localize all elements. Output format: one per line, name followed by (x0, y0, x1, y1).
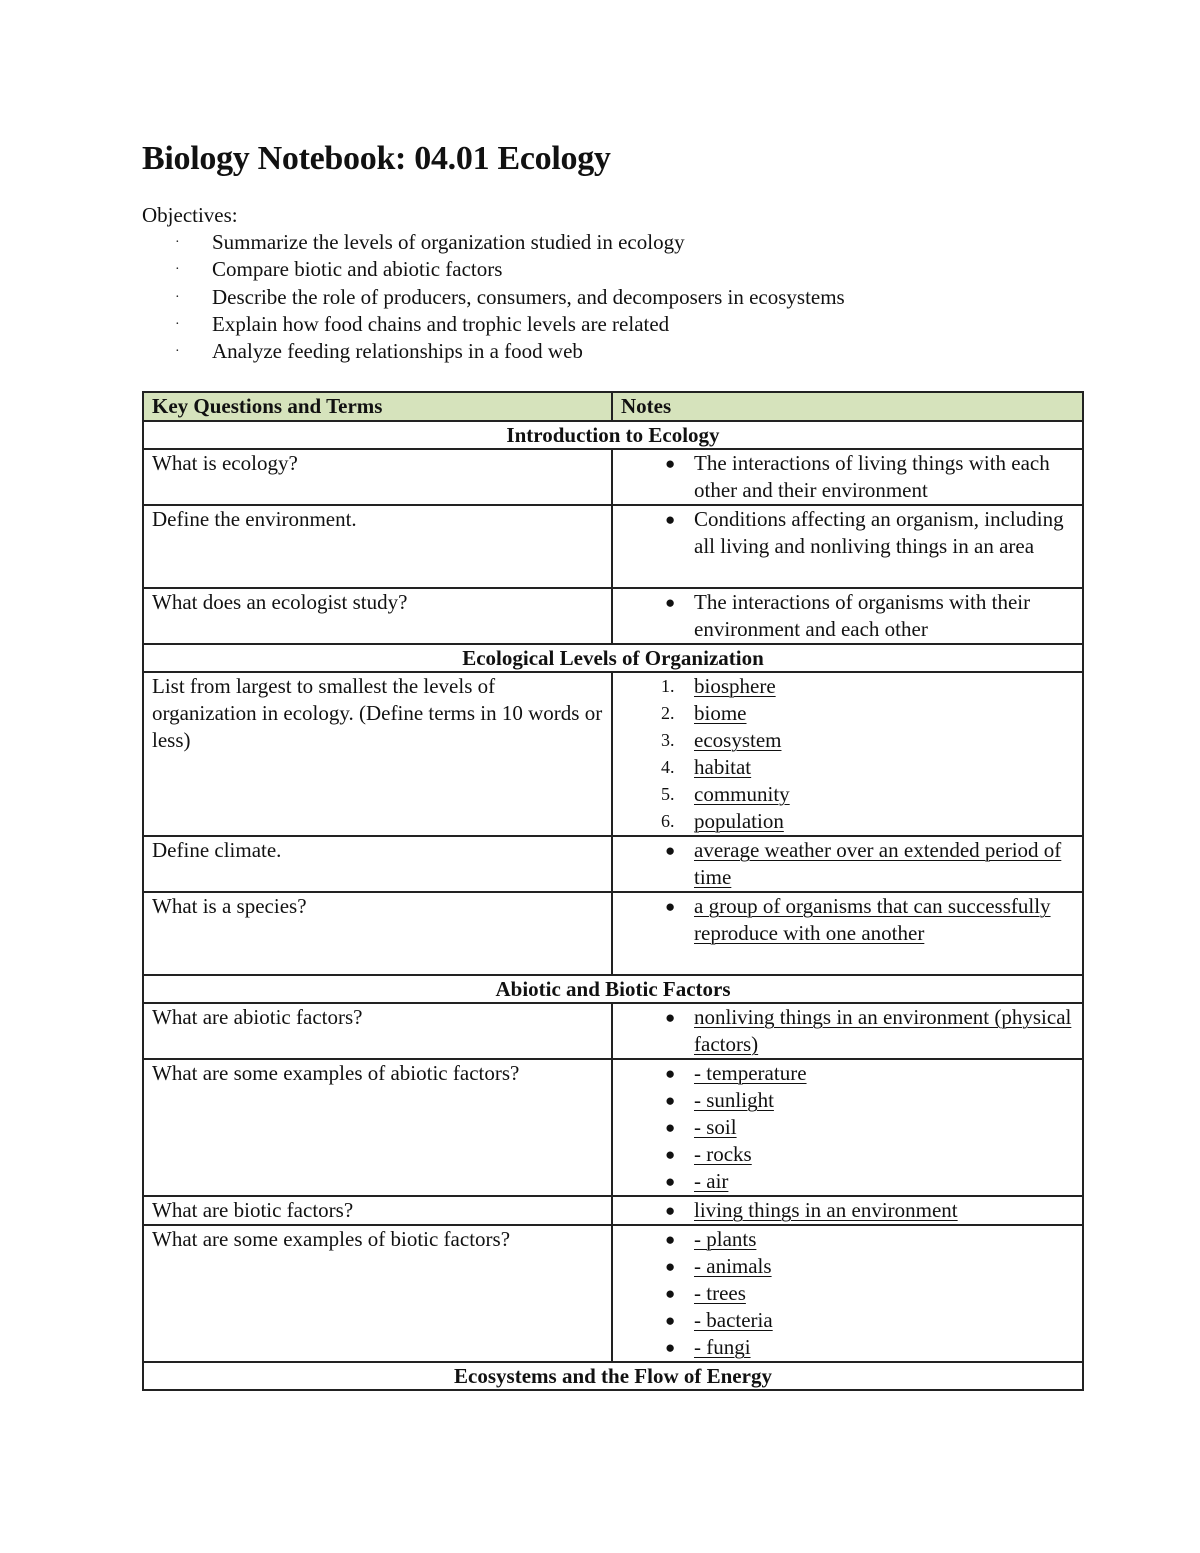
list-item: 1. biosphere (661, 674, 776, 698)
objective-item: · Compare biotic and abiotic factors (142, 256, 845, 283)
question-cell: Define the environment. (143, 505, 612, 588)
bullet-icon: · (175, 235, 180, 250)
bullet-icon: ● (665, 1118, 676, 1137)
bullet-icon: · (175, 262, 180, 278)
bullet-icon: ● (665, 1008, 676, 1027)
list-item: ● - air (665, 1169, 729, 1193)
list-item: ● - rocks (665, 1142, 752, 1166)
answer-cell (612, 892, 1083, 975)
section-title: Ecosystems and the Flow of Energy (143, 1362, 1083, 1390)
bullet-icon: ● (665, 1064, 676, 1083)
question-cell: What does an ecologist study? (143, 588, 612, 644)
list-item: ● - bacteria (665, 1308, 773, 1332)
question-cell: List from largest to smallest the levels of organization in ecology. (Define terms in 10 words or less) (143, 672, 612, 836)
objective-item: · Describe the role of producers, consumers, and decomposers in ecosystems (142, 284, 845, 311)
section-levels (143, 644, 1083, 672)
bullet-icon: ● (665, 593, 676, 612)
header-key-questions: Key Questions and Terms (143, 392, 612, 421)
list-item: 2. biome (661, 701, 747, 725)
section-factors (143, 975, 1083, 1003)
table-row (143, 892, 1083, 975)
list-item: 5. community (661, 782, 790, 806)
list-item: ● - soil (665, 1115, 737, 1139)
bullet-icon: ● (665, 841, 676, 860)
bullet-icon: ● (665, 454, 676, 473)
bullet-icon: ● (665, 1284, 676, 1303)
table-row (143, 1196, 1083, 1225)
answer-cell (612, 588, 1083, 644)
list-item: ● living things in an environment (665, 1198, 958, 1222)
bullet-icon: ● (665, 1091, 676, 1110)
bullet-icon: ● (665, 1338, 676, 1357)
list-item: ● Conditions affecting an organism, including all living and nonliving things in an area (665, 507, 1064, 558)
table-row (143, 1225, 1083, 1362)
objectives-list (142, 229, 845, 365)
table-row (143, 449, 1083, 505)
answer-cell (612, 1225, 1083, 1362)
answer-cell (612, 836, 1083, 892)
answer-cell (612, 672, 1083, 836)
objectives-label: Objectives: (142, 203, 238, 227)
section-title: Ecological Levels of Organization (143, 644, 1083, 672)
header-notes: Notes (612, 392, 1083, 421)
objective-item: · Summarize the levels of organization studied in ecology (142, 229, 845, 256)
page-title: Biology Notebook: 04.01 Ecology (142, 140, 611, 177)
answer-cell (612, 449, 1083, 505)
bullet-icon: ● (665, 1145, 676, 1164)
section-title: Introduction to Ecology (143, 421, 1083, 449)
section-intro (143, 421, 1083, 449)
bullet-icon: ● (665, 510, 676, 529)
question-cell: What is ecology? (143, 449, 612, 505)
question-cell: What is a species? (143, 892, 612, 975)
table-row (143, 588, 1083, 644)
list-item: ● - sunlight (665, 1088, 774, 1112)
question-cell: Define climate. (143, 836, 612, 892)
table-row (143, 1059, 1083, 1196)
list-item: ● - trees (665, 1281, 746, 1305)
list-item: 4. habitat (661, 755, 752, 779)
list-item: ● The interactions of living things with each other and their environment (665, 451, 1050, 502)
table-header (143, 392, 1083, 421)
bullet-icon: · (175, 289, 180, 305)
bullet-icon: ● (665, 1257, 676, 1276)
table-row (143, 672, 1083, 836)
table-row (143, 836, 1083, 892)
bullet-icon: ● (665, 897, 676, 916)
answer-cell (612, 1196, 1083, 1225)
list-item: 3. ecosystem (661, 728, 782, 752)
bullet-icon: ● (665, 1201, 676, 1220)
list-item: ● - fungi (665, 1335, 751, 1359)
bullet-icon: ● (665, 1311, 676, 1330)
bullet-icon: · (175, 316, 180, 332)
question-cell: What are some examples of biotic factors? (143, 1225, 612, 1362)
bullet-icon: ● (665, 1230, 676, 1249)
list-item: ● nonliving things in an environment (physical factors) (665, 1005, 1072, 1056)
bullet-icon: · (175, 344, 180, 360)
list-item: ● - plants (665, 1227, 757, 1251)
list-item: ● - temperature (665, 1061, 807, 1085)
list-item: ● The interactions of organisms with their environment and each other (665, 590, 1031, 641)
table-row (143, 505, 1083, 588)
objective-item: · Explain how food chains and trophic levels are related (142, 311, 845, 338)
list-item: 6. population (661, 809, 784, 833)
question-cell: What are some examples of abiotic factors? (143, 1059, 612, 1196)
bullet-icon: ● (665, 1172, 676, 1191)
list-item: ● - animals (665, 1254, 772, 1278)
objective-item: · Analyze feeding relationships in a food web (142, 338, 845, 365)
question-cell: What are abiotic factors? (143, 1003, 612, 1059)
section-title: Abiotic and Biotic Factors (143, 975, 1083, 1003)
notes-table (142, 391, 1084, 1391)
answer-cell (612, 1059, 1083, 1196)
section-energy (143, 1362, 1083, 1390)
answer-cell (612, 1003, 1083, 1059)
list-item: ● average weather over an extended period of time (665, 838, 1062, 889)
table-row (143, 1003, 1083, 1059)
answer-cell (612, 505, 1083, 588)
list-item: ● a group of organisms that can successfully reproduce with one another (665, 894, 1051, 945)
question-cell: What are biotic factors? (143, 1196, 612, 1225)
